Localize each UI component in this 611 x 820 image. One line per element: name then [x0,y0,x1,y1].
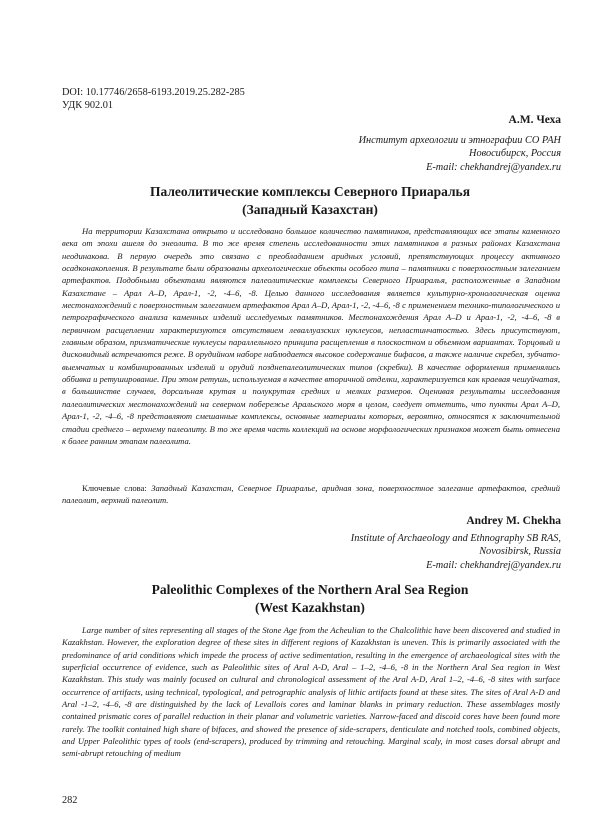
title-ru [60,183,560,219]
affiliation-en-institute: Institute of Archaeology and Ethnography SB RAS, [350,533,561,544]
keywords-label: Ключевые слова: [82,483,147,493]
title-ru-line2: (Западный Казахстан) [242,202,378,217]
affiliation-ru-city: Новосибирск, Россия [469,148,561,160]
affiliation-ru [359,134,561,174]
email-en: E-mail: chekhandrej@yandex.ru [426,559,561,571]
author-en: Andrey M. Chekha [466,515,561,527]
udk: УДК 902.01 [62,100,114,111]
abstract-en: Large number of sites representing all stages of the Stone Age from the Acheulian to the Chalcolithic have been discovered and studied in Kazakhstan. However, the exploration degree of these sites in different regions of Kazakhstan is uneven. This is primarily associated with the predominance of arid conditions which impede the process of active sedimentation, resulting in the emergence of archaeological sites with the superficial occurrence of evidence, such as Paleolithic sites of Aral A-D, Aral – 1–2, -4–6, -8 in the Northern Aral Sea region in West Kazakhstan. This study was mainly focused on cultural and chronological assessment of the Aral A-D, Aral 1–2, -4–6, -8 sites with surface occurrence of artifacts, using technical, typological, and petrographic analysis of lithic artifacts found at these sites. The sites of Aral A-D and Aral -1–2, -4–6, -8 are distinguished by the lack of Levallois cores and laminar blanks in primary reduction. These assemblages mostly contained prismatic cores of parallel reduction in their planar and volumetric varieties. Narrow-faced and discoid cores have been found more rarely. The toolkit contained high share of bifaces, and showed the presence of side-scrapers, denticulate and notched tools, combined objects, and Upper Paleolithic types of tools (end-scrapers), produced by trimming and retouching. Marginal scaly, in most cases dorsal abrupt and semi-abrupt retouching of medium [62,625,560,759]
title-ru-line1: Палеолитические комплексы Северного Приаралья [149,184,470,199]
title-en-line2: (West Kazakhstan) [255,600,365,615]
affiliation-en-city: Novosibirsk, Russia [479,546,561,558]
author-ru: А.М. Чеха [508,114,561,126]
keywords-ru [62,482,560,507]
abstract-ru: На территории Казахстана открыто и исследовано большое количество памятников, представляющих все этапы каменного века от эпохи ашеля до энеолита. В то же время степень исследованности этих памятников в разных районах Казахстана неодинакова. В первую очередь это связано с преобладанием аридных условий, препятствующих процессу активного осадконакопления. В результате были образованы археологические объекты особого типа – памятники с поверхностным залеганием артефактов. Подобными объектами являются палеолитические комплексы Северного Приаралья, расположенные в Западном Казахстане – Арал А–D, Арал-1, -2, -4–6, -8. Целью данного исследования является культурно-хронологическая оценка местонахождений с поверхностным залеганием артефактов Арал А–D, Арал-1, -2, -4–6, -8 с применением технико-типологического и петрографического анализа каменных изделий исследуемых памятников. Местонахождения Арал А–D и Арал-1, -2, -4–6, -8 в первичном расщеплении характеризуются отсутствием леваллуазских нуклеусов, непластинчатостью. Здесь присутствуют, главным образом, призматические нуклеусы параллельного принципа расщепления в плоскостном и объемном вариантах. Торцовый и дисковидный встречаются реже. В орудийном наборе наблюдается высокое содержание бифасов, а также наличие скребел, зубчато-выемчатых и комбинированных изделий и орудий позднепалеолитических типов (скребки). В качестве оформления применялись оббивка и ретуширование. При этом ретушь, используемая в качестве вторичной отделки, характеризуется как краевая чешуйчатая, в большинстве случаев, дорсальная крутая и полукрутая средних и мелких размеров. Оценивая результаты исследования палеолитических местонахождений на северном побережье Аральского моря в целом, следует отметить, что пункты Арал А–D, Арал-1, -2, -4–6, -8 представляют смешанные комплексы, основные материалы которых, вероятно, относятся к заключительной стадии среднего – верхнему палеолиту. В то же время часть коллекций на основе морфологических признаков может быть отнесена к более ранним этапам палеолита. [62,226,560,446]
page-number: 282 [62,795,78,806]
doi: DOI: 10.17746/2658-6193.2019.25.282-285 [62,87,245,98]
affiliation-en [351,532,561,572]
email-ru: E-mail: chekhandrej@yandex.ru [426,161,561,173]
keywords-text: Западный Казахстан, Северное Приаралье, аридная зона, поверхностное залегание артефактов, средний палеолит, верхний палеолит. [62,483,560,506]
affiliation-ru-institute: Институт археологии и этнографии СО РАН [358,135,561,146]
title-en [60,581,560,617]
title-en-line1: Paleolithic Complexes of the Northern Aral Sea Region [151,582,469,597]
